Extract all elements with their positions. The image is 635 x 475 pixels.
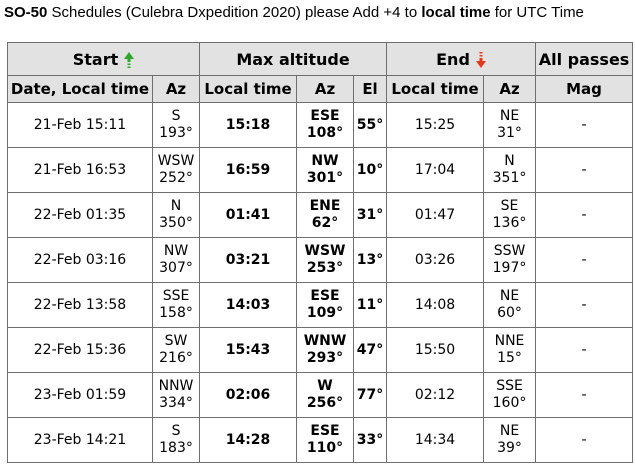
end-az-cell — [484, 148, 536, 193]
start-date-cell — [8, 103, 153, 148]
caption-emphasis: local time — [421, 4, 491, 21]
start-date-cell — [8, 328, 153, 373]
start-date: 21-Feb 15:11 — [33, 116, 127, 133]
start-az-deg: 252° — [159, 170, 193, 186]
table-row[interactable] — [8, 283, 633, 328]
max-time-cell — [200, 283, 297, 328]
max-az-cell — [297, 283, 354, 328]
max-time: 14:28 — [225, 431, 271, 448]
max-az-deg: 62° — [311, 215, 339, 231]
max-az-deg: 256° — [306, 395, 344, 411]
max-time-cell — [200, 103, 297, 148]
end-az-cell — [484, 193, 536, 238]
end-time-cell — [387, 283, 484, 328]
end-az-dir: NE — [499, 423, 520, 439]
start-az-cell — [153, 193, 200, 238]
max-az-dir: ESE — [310, 108, 340, 124]
start-az-dir: N — [170, 198, 182, 214]
end-time: 03:26 — [414, 251, 456, 268]
end-az-dir: SSE — [496, 378, 523, 394]
caption-suffix: for UTC Time — [490, 4, 584, 21]
mag: - — [581, 251, 587, 268]
end-az-dir: N — [504, 153, 515, 169]
header-start[interactable] — [8, 43, 200, 76]
max-el-cell — [354, 373, 387, 418]
mag: - — [581, 386, 587, 403]
max-az-cell — [297, 328, 354, 373]
arrow-down-icon — [476, 52, 486, 68]
end-az-dir: NE — [499, 108, 520, 124]
max-az-dir: W — [317, 378, 333, 394]
start-date: 22-Feb 03:16 — [33, 251, 127, 268]
max-el-cell — [354, 103, 387, 148]
table-row[interactable] — [8, 103, 633, 148]
end-time: 02:12 — [414, 386, 456, 403]
end-az-cell — [484, 283, 536, 328]
start-date-cell — [8, 148, 153, 193]
max-el: 33° — [356, 431, 384, 448]
page-caption — [4, 4, 584, 21]
start-az-dir: S — [171, 423, 181, 439]
end-time: 14:34 — [414, 431, 456, 448]
max-az-cell — [297, 103, 354, 148]
max-el: 77° — [356, 386, 384, 403]
start-az-deg: 307° — [159, 260, 193, 276]
max-time: 03:21 — [225, 251, 271, 268]
start-date: 21-Feb 16:53 — [33, 161, 127, 178]
max-az-deg: 301° — [306, 170, 344, 186]
end-time: 01:47 — [414, 206, 456, 223]
mag: - — [581, 116, 587, 133]
start-date: 22-Feb 01:35 — [33, 206, 127, 223]
max-time: 15:18 — [225, 116, 271, 133]
header-max-altitude[interactable]: Max altitude — [200, 43, 387, 76]
max-time-cell — [200, 238, 297, 283]
end-time: 15:50 — [414, 341, 456, 358]
max-az-deg: 109° — [306, 305, 344, 321]
end-time-cell — [387, 373, 484, 418]
max-az-deg: 293° — [306, 350, 344, 366]
mag: - — [581, 296, 587, 313]
table-row[interactable] — [8, 373, 633, 418]
end-time-cell — [387, 328, 484, 373]
caption-text: Schedules (Culebra Dxpedition 2020) please Add +4 to — [47, 4, 422, 21]
mag: - — [581, 206, 587, 223]
start-az-cell — [153, 328, 200, 373]
max-az-deg: 110° — [306, 440, 344, 456]
start-az-deg: 216° — [159, 350, 193, 366]
max-az-dir: ESE — [310, 288, 340, 304]
start-az-cell — [153, 103, 200, 148]
start-az-cell — [153, 148, 200, 193]
start-az-cell — [153, 373, 200, 418]
passes-table — [7, 42, 633, 463]
max-az-dir: NW — [311, 153, 339, 169]
start-az-cell — [153, 283, 200, 328]
max-az-cell — [297, 418, 354, 463]
header-start-label: Start — [72, 49, 119, 69]
caption-satellite: SO-50 — [4, 4, 48, 21]
max-time: 01:41 — [225, 206, 271, 223]
col-start-date[interactable]: Date, Local time — [8, 76, 153, 103]
end-time: 17:04 — [414, 161, 456, 178]
mag-cell — [536, 148, 633, 193]
end-time-cell — [387, 103, 484, 148]
max-el: 55° — [356, 116, 384, 133]
max-time-cell — [200, 418, 297, 463]
end-az-cell — [484, 373, 536, 418]
start-az-dir: S — [171, 108, 181, 124]
end-az-dir: NNE — [494, 333, 525, 349]
col-start-az[interactable]: Az — [153, 76, 200, 103]
mag-cell — [536, 283, 633, 328]
end-time-cell — [387, 418, 484, 463]
col-end-az[interactable]: Az — [484, 76, 536, 103]
end-az-deg: 136° — [492, 215, 527, 231]
table-row[interactable] — [8, 193, 633, 238]
mag-cell — [536, 193, 633, 238]
col-end-time[interactable]: Local time — [387, 76, 484, 103]
end-time: 15:25 — [414, 116, 456, 133]
arrow-up-icon — [124, 52, 134, 68]
header-all-passes[interactable]: All passes — [536, 43, 633, 76]
header-end[interactable] — [387, 43, 536, 76]
end-time-cell — [387, 193, 484, 238]
end-az-cell — [484, 238, 536, 283]
start-az-deg: 158° — [159, 305, 193, 321]
col-max-az[interactable]: Az — [297, 76, 354, 103]
start-date-cell — [8, 418, 153, 463]
passes-body — [8, 103, 633, 463]
max-el-cell — [354, 418, 387, 463]
mag: - — [581, 431, 587, 448]
mag-cell — [536, 238, 633, 283]
end-az-deg: 60° — [497, 305, 522, 321]
start-date-cell — [8, 193, 153, 238]
max-el: 11° — [356, 296, 384, 313]
max-el-cell — [354, 283, 387, 328]
max-el: 47° — [356, 341, 384, 358]
max-el: 10° — [356, 161, 384, 178]
max-az-cell — [297, 238, 354, 283]
table-row[interactable] — [8, 328, 633, 373]
max-time: 14:03 — [225, 296, 271, 313]
max-time-cell — [200, 328, 297, 373]
start-az-cell — [153, 418, 200, 463]
max-el: 31° — [356, 206, 384, 223]
start-az-cell — [153, 238, 200, 283]
mag: - — [581, 341, 587, 358]
max-az-deg: 108° — [306, 125, 344, 141]
max-az-cell — [297, 148, 354, 193]
start-az-dir: SW — [164, 333, 188, 349]
table-row[interactable] — [8, 418, 633, 463]
max-az-deg: 253° — [306, 260, 344, 276]
start-date-cell — [8, 283, 153, 328]
max-el-cell — [354, 148, 387, 193]
start-az-deg: 183° — [159, 440, 193, 456]
mag-cell — [536, 328, 633, 373]
start-az-deg: 334° — [159, 395, 193, 411]
end-az-cell — [484, 328, 536, 373]
start-az-dir: NW — [163, 243, 189, 259]
start-date-cell — [8, 238, 153, 283]
end-time-cell — [387, 238, 484, 283]
start-az-dir: WSW — [157, 153, 195, 169]
start-date-cell — [8, 373, 153, 418]
end-az-dir: SE — [500, 198, 519, 214]
end-az-cell — [484, 418, 536, 463]
max-el-cell — [354, 328, 387, 373]
max-az-dir: ESE — [310, 423, 340, 439]
max-el-cell — [354, 193, 387, 238]
max-el-cell — [354, 238, 387, 283]
table-row[interactable] — [8, 148, 633, 193]
table-row[interactable] — [8, 238, 633, 283]
end-az-deg: 351° — [492, 170, 527, 186]
start-az-dir: NNW — [158, 378, 194, 394]
max-time-cell — [200, 373, 297, 418]
end-az-deg: 31° — [497, 125, 522, 141]
max-time: 16:59 — [225, 161, 271, 178]
max-time: 02:06 — [225, 386, 271, 403]
mag-cell — [536, 103, 633, 148]
max-az-dir: WSW — [304, 243, 346, 259]
end-az-deg: 197° — [492, 260, 527, 276]
start-az-dir: SSE — [162, 288, 190, 304]
col-max-time[interactable]: Local time — [200, 76, 297, 103]
max-az-cell — [297, 193, 354, 238]
end-az-deg: 160° — [492, 395, 527, 411]
start-date: 22-Feb 15:36 — [33, 341, 127, 358]
start-date: 22-Feb 13:58 — [33, 296, 127, 313]
col-mag[interactable]: Mag — [536, 76, 633, 103]
max-az-cell — [297, 373, 354, 418]
start-az-deg: 193° — [159, 125, 193, 141]
max-az-dir: WNW — [303, 333, 347, 349]
mag: - — [581, 161, 587, 178]
end-az-dir: SSW — [493, 243, 526, 259]
end-az-cell — [484, 103, 536, 148]
start-date: 23-Feb 14:21 — [33, 431, 127, 448]
end-az-dir: NE — [499, 288, 520, 304]
end-az-deg: 15° — [497, 350, 522, 366]
col-max-el[interactable]: El — [354, 76, 387, 103]
header-end-label: End — [436, 49, 470, 69]
end-time-cell — [387, 148, 484, 193]
max-time-cell — [200, 148, 297, 193]
max-el: 13° — [356, 251, 384, 268]
end-time: 14:08 — [414, 296, 456, 313]
max-az-dir: ENE — [309, 198, 341, 214]
mag-cell — [536, 418, 633, 463]
end-az-deg: 39° — [497, 440, 522, 456]
mag-cell — [536, 373, 633, 418]
max-time-cell — [200, 193, 297, 238]
start-az-deg: 350° — [159, 215, 193, 231]
start-date: 23-Feb 01:59 — [33, 386, 127, 403]
max-time: 15:43 — [225, 341, 271, 358]
